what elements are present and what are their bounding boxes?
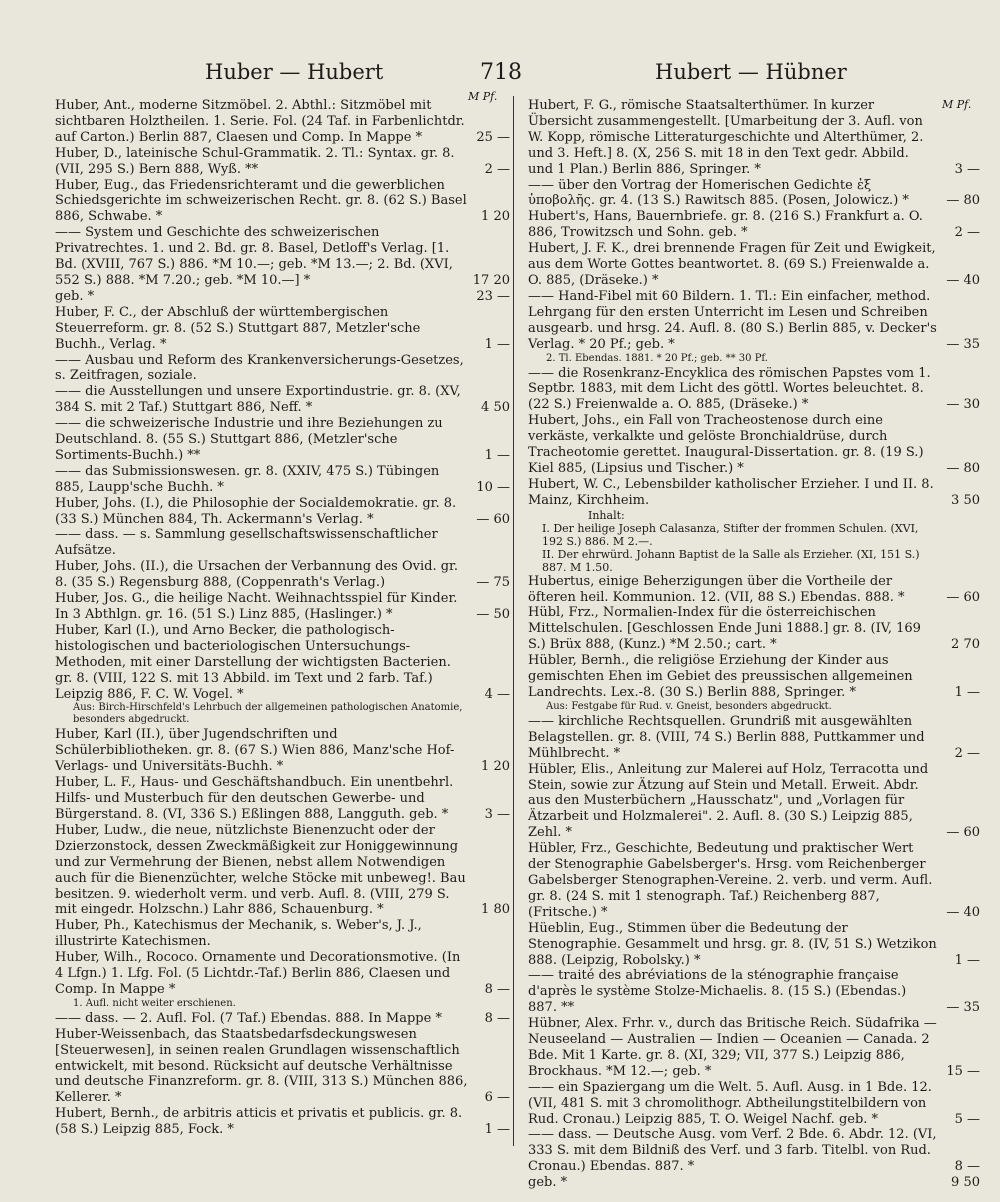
entry-text: Huber-Weissenbach, das Staatsbedarfsdeckungswesen [Steuerwesen], in seinen realen Grundlagen wissenschaftlich entwickelt, mit besond. Rücksicht auf deutsche Verhältnisse und deutsche Finanzreform. gr. 8. (VIII, 313 S.) München 886, Kellerer. * — [55, 1026, 468, 1106]
running-head-left: Huber — Hubert — [205, 60, 384, 84]
entry-text: geb. * — [55, 288, 95, 304]
catalog-entry — [55, 416, 510, 464]
catalog-entry — [55, 98, 510, 146]
entry-text: Huber, Eug., das Friedensrichteramt und die gewerblichen Schiedsgerichte im schweizerischen Recht. gr. 8. (62 S.) Basel 886, Schwabe. * — [55, 177, 467, 225]
catalog-entry — [55, 178, 510, 226]
catalog-entry — [528, 1016, 980, 1080]
catalog-entry — [528, 653, 980, 701]
entry-text: Hübner, Alex. Frhr. v., durch das Britische Reich. Südafrika — Neuseeland — Australien — Indien — Oceanien — Canada. 2 Bde. Mit 1 Karte. gr. 8. (XI, 329; VII, 377 S.) Leipzig 886, Brockhaus. *M 12.—; geb. * — [528, 1016, 937, 1079]
catalog-entry — [528, 178, 980, 210]
entry-text: —— die Ausstellungen und unsere Exportindustrie. gr. 8. (XV, 384 S. mit 2 Taf.) Stuttgart 886, Neff. * — [55, 384, 461, 416]
entry-price: 5 — — [954, 1111, 980, 1127]
catalog-entry — [55, 559, 510, 591]
entry-text: —— Ausbau und Reform des Krankenversicherungs-Gesetzes, s. Zeitfragen, soziale. — [55, 352, 464, 384]
entry-text: Hubertus, einige Beherzigungen über die Vortheile der öfteren heil. Kommunion. 12. (VII, 88 S.) Ebendas. 888. * — [528, 573, 905, 605]
catalog-entry — [528, 1127, 980, 1175]
catalog-entry — [55, 950, 510, 998]
right-column — [528, 98, 980, 1191]
entry-text: Hubert, F. G., römische Staatsalterthümer. In kurzer Übersicht zusammengestellt. [Umarbeitung der 3. Aufl. von W. Kopp, römische Litteraturgeschichte und Alterthümer, 2. und 3. Heft.] 8. (X, 256 S. mit 18 in den Text gedr. Abbild. und 1 Plan.) Berlin 886, Springer. * — [528, 98, 924, 177]
catalog-entry — [55, 823, 510, 918]
catalog-entry — [55, 1106, 510, 1138]
catalog-entry — [528, 574, 980, 606]
catalog-entry — [528, 209, 980, 241]
catalog-entry — [528, 1175, 980, 1191]
price-column-header-left: M Pf. — [468, 90, 498, 103]
entry-price: 2 — — [484, 161, 510, 177]
entry-text: Hüeblin, Eug., Stimmen über die Bedeutung der Stenographie. Gesammelt und hrsg. gr. 8. (IV, 51 S.) Wetzikon 888. (Leipzig, Robolsky.) * — [528, 920, 937, 968]
entry-text: Huber, F. C., der Abschluß der württembergischen Steuerreform. gr. 8. (52 S.) Stuttgart 887, Metzler'sche Buchh., Verlag. * — [55, 304, 421, 352]
entry-price: 1 — — [954, 952, 980, 968]
catalog-entry — [55, 1027, 510, 1107]
entry-price: 1 — — [484, 336, 510, 352]
catalog-entry — [55, 384, 510, 416]
entry-text: Hubert's, Hans, Bauernbriefe. gr. 8. (216 S.) Frankfurt a. O. 886, Trowitzsch und Sohn. geb. * — [528, 209, 923, 241]
entry-price: 3 50 — [951, 492, 980, 508]
catalog-entry — [55, 775, 510, 823]
entry-price: — 80 — [946, 460, 980, 476]
entry-text: Huber, Johs. (II.), die Ursachen der Verbannung des Ovid. gr. 8. (35 S.) Regensburg 888, (Coppenrath's Verlag.) — [55, 559, 458, 591]
entry-price: 1 — — [484, 447, 510, 463]
entry-price: — 60 — [946, 825, 980, 841]
catalog-entry — [55, 496, 510, 528]
entry-text: —— dass. — s. Sammlung gesellschaftswissenschaftlicher Aufsätze. — [55, 527, 438, 559]
left-column — [55, 98, 510, 1138]
entry-price: — 50 — [476, 607, 510, 622]
catalog-entry — [55, 918, 510, 950]
entry-text: —— Hand-Fibel mit 60 Bildern. 1. Tl.: Ein einfacher, method. Lehrgang für den ersten Unterricht im Lesen und Schreiben ausgearb. und hrsg. 24. Aufl. 8. (80 S.) Berlin 885, v. Decker's Verlag. * 20 Pf.; geb. * — [528, 288, 937, 352]
catalog-entry — [528, 762, 980, 842]
entry-text: Huber, Karl (I.), und Arno Becker, die pathologisch-histologischen und bacteriologischen Untersuchungs-Methoden, mit einer Darstellung der wichtigsten Bacterien. gr. 8. (VIII, 122 S. mit 13 Abbild. im Text und 2 farb. Taf.) Leipzig 886, F. C. W. Vogel. * — [55, 622, 451, 702]
catalog-entry — [528, 921, 980, 969]
entry-price: — 60 — [946, 589, 980, 605]
catalog-entry — [528, 413, 980, 477]
catalog-entry — [55, 305, 510, 353]
entry-note: 1. Aufl. nicht weiter erschienen. — [73, 997, 236, 1009]
catalog-entry — [55, 225, 510, 289]
catalog-entry — [55, 623, 510, 703]
entry-price: 4 50 — [481, 400, 510, 416]
catalog-entry — [528, 241, 980, 289]
entry-price: 6 — — [484, 1090, 510, 1106]
catalog-entry — [55, 353, 510, 385]
entry-text: Huber, Ph., Katechismus der Mechanik, s. Weber's, J. J., illustrirte Katechismen. — [55, 918, 422, 950]
entry-price: 9 50 — [951, 1175, 980, 1191]
entry-price: — 40 — [946, 272, 980, 288]
entry-price: 3 — — [484, 806, 510, 822]
catalog-entry — [55, 289, 510, 305]
entry-price: — 80 — [946, 193, 980, 209]
column-divider — [513, 96, 514, 1146]
catalog-entry — [528, 366, 980, 414]
entry-price: — 35 — [946, 1000, 980, 1016]
catalog-entry — [528, 289, 980, 353]
contents-heading: Inhalt: — [588, 508, 625, 522]
entry-price: — 40 — [946, 904, 980, 920]
entry-price: 8 — — [484, 981, 510, 997]
entry-price: — 75 — [476, 575, 510, 591]
catalog-entry — [55, 727, 510, 775]
running-head-right: Hubert — Hübner — [655, 60, 847, 84]
entry-text: Huber, D., lateinische Schul-Grammatik. 2. Tl.: Syntax. gr. 8. (VII, 295 S.) Bern 888, Wyß. ** — [55, 145, 455, 177]
catalog-entry — [528, 968, 980, 1016]
entry-text: —— die schweizerische Industrie und ihre Beziehungen zu Deutschland. 8. (55 S.) Stuttgart 886, (Metzler'sche Sortiments-Buchh.) ** — [55, 416, 443, 463]
entry-price: — 60 — [476, 511, 510, 527]
entry-price: 17 20 — [472, 272, 510, 288]
entry-price: 3 — — [954, 161, 980, 177]
catalog-entry — [55, 527, 510, 559]
catalog-entry — [55, 464, 510, 496]
entry-text: —— das Submissionswesen. gr. 8. (XXIV, 475 S.) Tübingen 885, Laupp'sche Buchh. * — [55, 463, 440, 495]
entry-text: Hübler, Bernh., die religiöse Erziehung der Kinder aus gemischten Ehen im Gebiet des preussischen allgemeinen Landrechts. Lex.-8. (30 S.) Berlin 888, Springer. * — [528, 653, 913, 700]
entry-text: Huber, L. F., Haus- und Geschäftshandbuch. Ein unentbehrl. Hilfs- und Musterbuch für den deutschen Gewerbe- und Bürgerstand. 8. (VI, 336 S.) Eßlingen 888, Langguth. geb. * — [55, 775, 454, 822]
entry-note: Aus: Birch-Hirschfeld's Lehrbuch der allgemeinen pathologischen Anatomie, besonders abgedruckt. — [73, 702, 463, 726]
entry-price: 10 — — [476, 479, 510, 495]
page-number: 718 — [480, 60, 522, 85]
entry-price: 1 20 — [481, 209, 510, 225]
catalog-entry — [528, 841, 980, 921]
catalog-entry — [528, 1080, 980, 1128]
entry-text: —— ein Spaziergang um die Welt. 5. Aufl. Ausg. in 1 Bde. 12. (VII, 481 S. mit 3 chromolithogr. Abtheilungstitelbildern von Rud. Cronau.) Leipzig 885, T. O. Weigel Nachf. geb. * — [528, 1079, 932, 1127]
entry-price: 1 — — [484, 1122, 510, 1138]
catalog-entry — [528, 477, 980, 509]
price-column-header-right: M Pf. — [942, 98, 972, 111]
catalog-entry — [528, 605, 980, 653]
catalog-entry — [55, 591, 510, 623]
entry-price: 1 80 — [481, 902, 510, 918]
entry-price: 25 — — [476, 129, 510, 145]
entry-text: Huber, Johs. (I.), die Philosophie der Socialdemokratie. gr. 8. (33 S.) München 884, Th. Ackermann's Verlag. * — [55, 495, 457, 527]
contents-item: I. Der heilige Joseph Calasanza, Stifter der frommen Schulen. (XVI, 192 S.) 886. M 2.—. — [542, 521, 919, 548]
entry-text: Hubert, Bernh., de arbitris atticis et privatis et publicis. gr. 8. (58 S.) Leipzig 885, Fock. * — [55, 1106, 463, 1138]
entry-price: 4 — — [484, 686, 510, 702]
entry-note: 2. Tl. Ebendas. 1881. * 20 Pf.; geb. ** 30 Pf. — [546, 352, 768, 364]
catalog-entry — [55, 146, 510, 178]
catalog-entry — [528, 98, 980, 178]
entry-price: 2 — — [954, 225, 980, 241]
entry-text: —— über den Vortrag der Homerischen Gedichte ἐξ ὑποβολῆς. gr. 4. (13 S.) Rawitsch 885. (Posen, Jolowicz.) * — [528, 177, 909, 209]
entry-text: Hübl, Frz., Normalien-Index für die österreichischen Mittelschulen. [Geschlossen Ende Juni 1888.] gr. 8. (IV, 169 S.) Brüx 888, (Kunz.) *M 2.50.; cart. * — [528, 605, 921, 653]
entry-price: 2 70 — [951, 637, 980, 653]
entry-text: —— traité des abréviations de la sténographie française d'après le système Stolze-Michaelis. 8. (15 S.) (Ebendas.) 887. ** — [528, 968, 907, 1016]
entry-note: Aus: Festgabe für Rud. v. Gneist, besonders abgedruckt. — [546, 700, 832, 712]
entry-text: Hübler, Elis., Anleitung zur Malerei auf Holz, Terracotta und Stein, sowie zur Ätzung auf Stein und Metall. Erweit. Abdr. aus den Musterbüchern „Hausschatz", und „Vorlagen für Ätzarbeit und Holzmalerei". 2. Aufl. 8. (30 S.) Leipzig 885, Zehl. * — [528, 761, 929, 841]
contents-item: II. Der ehrwürd. Johann Baptist de la Salle als Erzieher. (XI, 151 S.) 887. M 1.50. — [542, 547, 920, 574]
entry-text: —— dass. — 2. Aufl. Fol. (7 Taf.) Ebendas. 888. In Mappe * — [55, 1010, 442, 1026]
catalog-entry — [528, 714, 980, 762]
entry-text: Hubert, J. F. K., drei brennende Fragen für Zeit und Ewigkeit, aus dem Worte Gottes beantwortet. 8. (69 S.) Freienwalde a. O. 885, (Dräseke.) * — [528, 241, 936, 288]
entry-text: Huber, Jos. G., die heilige Nacht. Weihnachtsspiel für Kinder. In 3 Abthlgn. gr. 16. (51 S.) Linz 885, (Haslinger.) * — [55, 591, 458, 622]
entry-text: —— System und Geschichte des schweizerischen Privatrechtes. 1. und 2. Bd. gr. 8. Basel, Detloff's Verlag. [1. Bd. (XVIII, 767 S.) 886. *M 10.—; geb. *M 13.—; 2. Bd. (XVI, 552 S.) 888. *M 7.20.; geb. *M 10.—] * — [55, 225, 453, 288]
entry-text: Huber, Wilh., Rococo. Ornamente und Decorationsmotive. (In 4 Lfgn.) 1. Lfg. Fol. (5 Lichtdr.-Taf.) Berlin 886, Claesen und Comp. In Mappe * — [55, 950, 461, 997]
entry-text: —— dass. — Deutsche Ausg. vom Verf. 2 Bde. 6. Abdr. 12. (VI, 333 S. mit dem Bildniß des Verf. und 3 farb. Titelbl. von Rud. Cronau.) Ebendas. 887. * — [528, 1127, 937, 1175]
entry-price: — 35 — [946, 336, 980, 352]
entry-price: 15 — — [946, 1063, 980, 1079]
entry-price: 8 — — [484, 1010, 510, 1026]
entry-price: 1 20 — [481, 759, 510, 775]
entry-price: — 30 — [946, 397, 980, 413]
entry-price: 8 — — [954, 1159, 980, 1175]
entry-text: Hubert, W. C., Lebensbilder katholischer Erzieher. I und II. 8. Mainz, Kirchheim. — [528, 476, 934, 508]
entry-text: —— kirchliche Rechtsquellen. Grundriß mit ausgewählten Belagstellen. gr. 8. (VIII, 74 S.) Berlin 888, Puttkammer und Mühlbrecht. * — [528, 713, 925, 761]
entry-price: 23 — — [476, 288, 510, 304]
entry-price: 2 — — [954, 745, 980, 761]
entry-text: —— die Rosenkranz-Encyklica des römischen Papstes vom 1. Septbr. 1883, mit dem Licht des göttl. Wortes beleuchtet. 8. (22 S.) Freienwalde a. O. 885, (Dräseke.) * — [528, 365, 931, 413]
entry-text: Huber, Karl (II.), über Jugendschriften und Schülerbibliotheken. gr. 8. (67 S.) Wien 886, Manz'sche Hof-Verlags- und Universitäts-Buchh. * — [55, 727, 455, 775]
catalog-entry — [55, 1011, 510, 1027]
entry-text: Hubert, Johs., ein Fall von Tracheostenose durch eine verkäste, verkalkte und gelöste Bronchialdrüse, durch Tracheotomie gerettet. Inaugural-Dissertation. gr. 8. (19 S.) Kiel 885, (Lipsius und Tischer.) * — [528, 413, 924, 476]
entry-price: 1 — — [954, 685, 980, 700]
entry-text: Huber, Ant., moderne Sitzmöbel. 2. Abthl.: Sitzmöbel mit sichtbaren Holztheilen. 1. Serie. Fol. (24 Taf. in Farbenlichtdr. auf Carton.) Berlin 887, Claesen und Comp. In Mappe * — [55, 98, 465, 145]
entry-text: geb. * — [528, 1175, 568, 1191]
entry-text: Hübler, Frz., Geschichte, Bedeutung und praktischer Wert der Stenographie Gabelsberger's. Hrsg. vom Reichenberger Gabelsberger Stenographen-Vereine. 2. verb. und verm. Aufl. gr. 8. (24 S. mit 1 stenograph. Taf.) Reichenberg 887, (Fritsche.) * — [528, 841, 933, 920]
entry-text: Huber, Ludw., die neue, nützlichste Bienenzucht oder der Dzierzonstock, dessen Zweckmäßigkeit zur Honiggewinnung und zur Vermehrung der Bienen, nebst allem Notwendigen auch für die Bienenzüchter, welche Stöcke mit unbeweg!. Bau besitzen. 9. wiederholt verm. und verb. Aufl. 8. (VIII, 279 S. mit eingedr. Holzschn.) Lahr 886, Schauenburg. * — [55, 822, 466, 918]
